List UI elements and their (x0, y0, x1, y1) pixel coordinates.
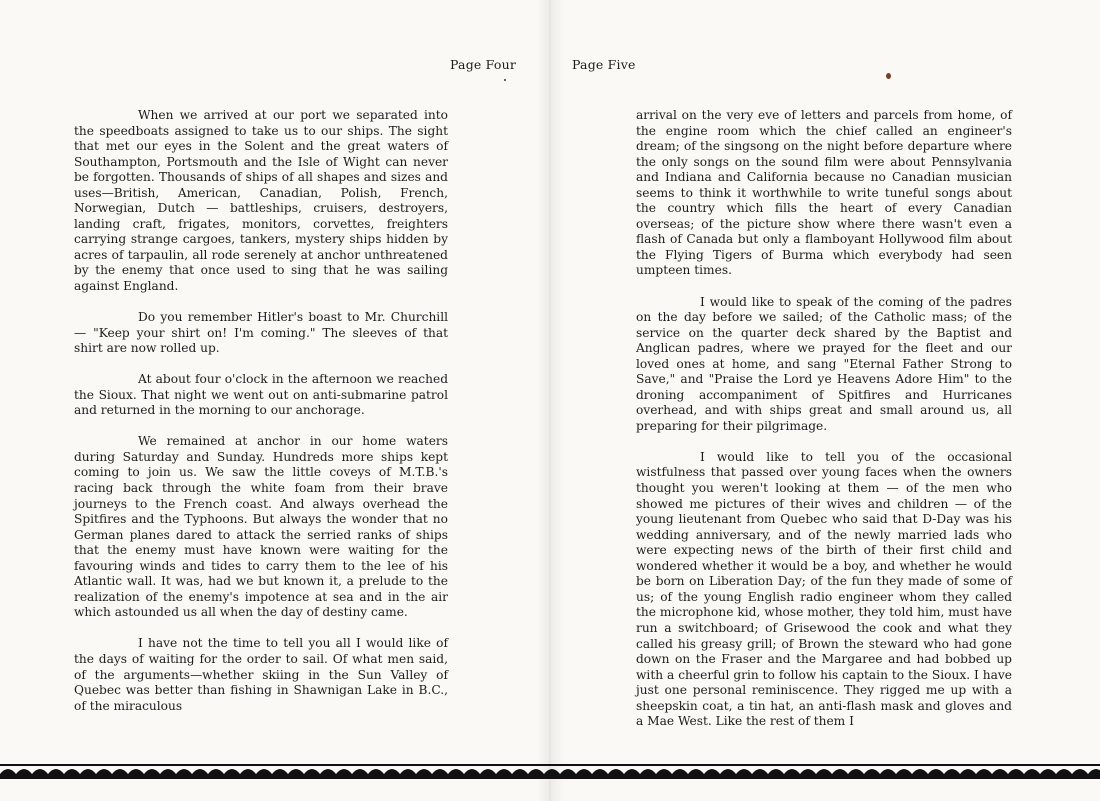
center-fold (536, 0, 564, 801)
left-text-column (74, 108, 448, 730)
paragraph: I would like to speak of the coming of the padres on the day before we sailed; of the Catholic mass; of the service on the quarter deck shared by the Baptist and Anglican padres, where we prayed for the fleet and our loved ones at home, and sang "Eternal Father Strong to Save," and "Praise the Lord ye Heavens Adore Him" to the droning accompaniment of Spitfires and Hurricanes overhead, and with ships great and small around us, all preparing for their pilgrimage. (636, 294, 1012, 433)
paragraph: Do you remember Hitler's boast to Mr. Churchill — "Keep your shirt on! I'm coming." The sleeves of that shirt are now rolled up. (74, 310, 448, 356)
paragraph: We remained at anchor in our home waters during Saturday and Sunday. Hundreds more ships kept coming to join us. We saw the little coveys of M.T.B.'s racing back through the white foam from their brave journeys to the French coast. And always overhead the Spitfires and the Typhoons. But always the wonder that no German planes dared to attack the serried ranks of ships that the enemy must have known were waiting for the favouring winds and tides to carry them to the lee of his Atlantic wall. It was, had we but known it, a prelude to the realization of the enemy's impotence at sea and in the air which astounded us all when the day of destiny came. (74, 434, 448, 620)
right-page (550, 0, 1100, 801)
paragraph: When we arrived at our port we separated into the speedboats assigned to take us to our ships. The sight that met our eyes in the Solent and the great waters of Southampton, Portsmouth and the Isle of Wight can never be forgotten. Thousands of ships of all shapes and sizes and uses—British, American, Canadian, Polish, French, Norwegian, Dutch — battleships, cruisers, destroyers, landing craft, frigates, monitors, corvettes, freighters carrying strange cargoes, tankers, mystery ships hidden by acres of tarpaulin, all rode serenely at anchor unthreatened by the enemy that once used to sing that he was sailing against England. (74, 108, 448, 294)
right-text-column (636, 108, 1012, 745)
scalloped-border (0, 760, 1100, 800)
paragraph: At about four o'clock in the afternoon we reached the Sioux. That night we went out on anti-submarine patrol and returned in the morning to our anchorage. (74, 372, 448, 418)
page-number-right: Page Five (572, 57, 636, 72)
ink-dot (504, 79, 506, 81)
paragraph: arrival on the very eve of letters and parcels from home, of the engine room which the chief called an engineer's dream; of the singsong on the night before departure where the only songs on the sound film were about Pennsylvania and Indiana and California because no Canadian musician seems to think it worthwhile to write tuneful songs about the country which fills the heart of every Canadian overseas; of the picture show where there wasn't even a flash of Canada but only a flamboyant Hollywood film about the Flying Tigers of Burma which everybody had seen umpteen times. (636, 108, 1012, 278)
stain-mark (886, 73, 891, 79)
page-number-left: Page Four (450, 57, 517, 72)
paragraph: I would like to tell you of the occasional wistfulness that passed over young faces when the owners thought you weren't looking at them — of the men who showed me pictures of their wives and children — of the young lieutenant from Quebec who said that D-Day was his wedding anniversary, and of the newly married lads who were expecting news of the birth of their first child and wondered whether it would be a boy, and whether he would be born on Liberation Day; of the fun they made of some of us; of the young English radio engineer whom they called the microphone kid, whose mother, they told him, must have run a switchboard; of Grisewood the cook and what they called his greasy grill; of Brown the steward who had gone down on the Fraser and the Margaree and had bobbed up with a cheerful grin to follow his captain to the Sioux. I have just one personal reminiscence. They rigged me up with a sheepskin coat, a tin hat, an anti-flash mask and gloves and a Mae West. Like the rest of them I (636, 449, 1012, 729)
paragraph: I have not the time to tell you all I would like of the days of waiting for the order to sail. Of what men said, of the arguments—whether skiing in the Sun Valley of Quebec was better than fishing in Shawnigan Lake in B.C., of the miraculous (74, 636, 448, 713)
